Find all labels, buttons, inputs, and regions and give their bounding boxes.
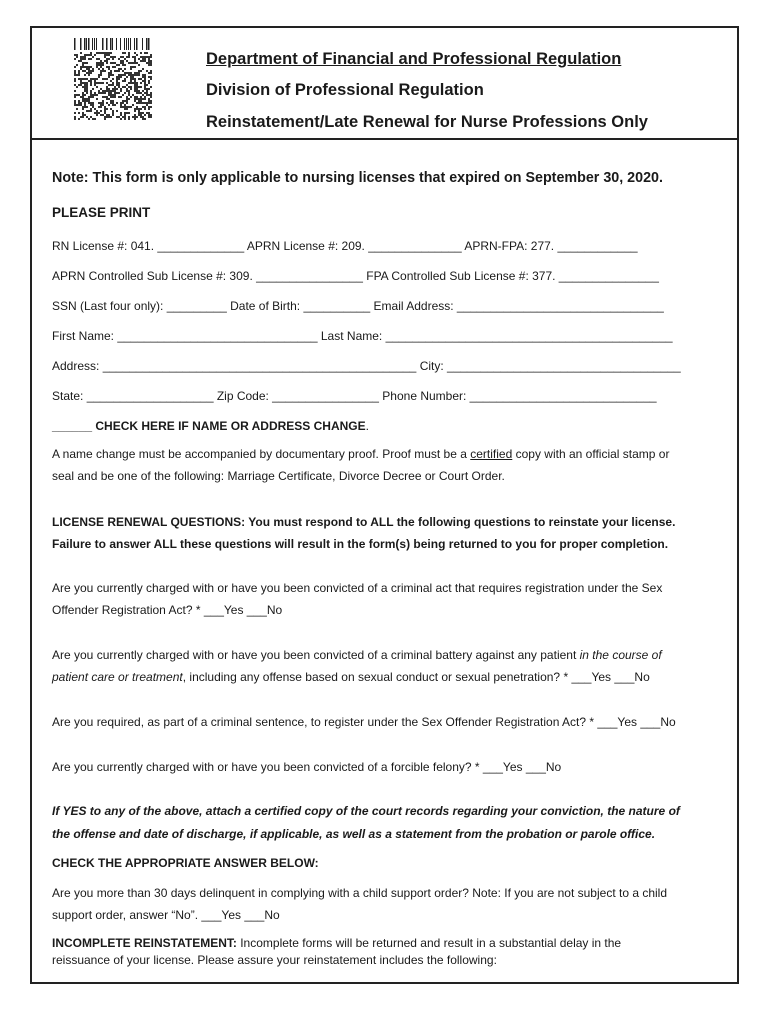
question-3[interactable]: Are you required, as part of a criminal sentence, to register under the Sex Offender Registration Act? * ___Yes ___No [52,715,676,729]
renewal-questions-instruction: Failure to answer ALL these questions will result in the form(s) being returned to you for proper completion. [52,537,669,551]
question-2-text-b[interactable]: , including any offense based on sexual conduct or sexual penetration? * ___Yes ___No [182,670,650,684]
child-support-line-1: Are you more than 30 days delinquent in complying with a child support order? Note: If you are not subject to a child [52,886,668,900]
question-2-text-a: Are you currently charged with or have you been convicted of a criminal battery against any patient [52,648,580,662]
renewal-questions-heading: LICENSE RENEWAL QUESTIONS: You must respond to ALL the following questions to reinstate your license. [52,515,676,529]
question-4[interactable]: Are you currently charged with or have you been convicted of a forcible felony? * ___Yes ___No [52,760,562,774]
incomplete-text-2: reissuance of your license. Please assure your reinstatement includes the following: [52,953,497,967]
form-page [30,26,739,984]
department-title: Department of Financial and Professional Regulation [206,50,622,68]
question-2-italic-a: in the course of [579,648,662,662]
please-print-heading: PLEASE PRINT [52,205,151,220]
name-change-line-2: seal and be one of the following: Marriage Certificate, Divorce Decree or Court Order. [52,469,505,483]
incomplete-label: INCOMPLETE REINSTATEMENT: [52,936,237,950]
question-2-line-1 [52,648,662,662]
change-check-label: CHECK HERE IF NAME OR ADDRESS CHANGE [95,419,366,433]
name-address-change-check[interactable] [52,419,369,433]
if-yes-instruction-line-1: If YES to any of the above, attach a certified copy of the court records regarding your conviction, the nature of [52,804,680,818]
form-title: Reinstatement/Late Renewal for Nurse Professions Only [206,113,648,131]
question-1-line-1: Are you currently charged with or have you been convicted of a criminal act that requires registration under the Sex [52,581,663,595]
incomplete-text-1: Incomplete forms will be returned and result in a substantial delay in the [236,936,622,950]
question-1-line-2[interactable]: Offender Registration Act? * ___Yes ___No [52,603,283,617]
question-2-line-2[interactable] [52,670,650,684]
license-numbers-row[interactable]: RN License #: 041. _____________ APRN License #: 209. ______________ APRN-FPA: 277. ____________ [52,239,638,253]
address-city-row[interactable]: Address: _______________________________________________ City: ___________________________________ [52,359,681,373]
ssn-dob-email-row[interactable]: SSN (Last four only): _________ Date of Birth: __________ Email Address: _______________________________ [52,299,664,313]
change-check-blank[interactable]: ______ [52,419,93,433]
child-support-line-2[interactable]: support order, answer “No”. ___Yes ___No [52,908,280,922]
name-change-line-1 [52,447,669,461]
change-check-period: . [365,419,369,433]
barcode-image [74,38,152,120]
name-change-text-b: copy with an official stamp or [512,447,670,461]
form-header [32,28,737,140]
if-yes-instruction-line-2: the offense and date of discharge, if applicable, as well as a statement from the probation or parole office. [52,827,656,841]
certified-word: certified [470,447,513,461]
state-zip-phone-row[interactable]: State: ___________________ Zip Code: ________________ Phone Number: ____________________________ [52,389,657,403]
controlled-sub-license-row[interactable]: APRN Controlled Sub License #: 309. ________________ FPA Controlled Sub License #: 377. _______________ [52,269,659,283]
applicability-note: Note: This form is only applicable to nursing licenses that expired on September 30, 2020. [52,170,663,186]
incomplete-reinstatement-paragraph [52,935,722,969]
check-appropriate-heading: CHECK THE APPROPRIATE ANSWER BELOW: [52,856,319,870]
name-change-text-a: A name change must be accompanied by documentary proof. Proof must be a [52,447,471,461]
name-row[interactable]: First Name: ______________________________ Last Name: ___________________________________________ [52,329,673,343]
division-title: Division of Professional Regulation [206,81,484,99]
question-2-italic-b: patient care or treatment [52,670,183,684]
